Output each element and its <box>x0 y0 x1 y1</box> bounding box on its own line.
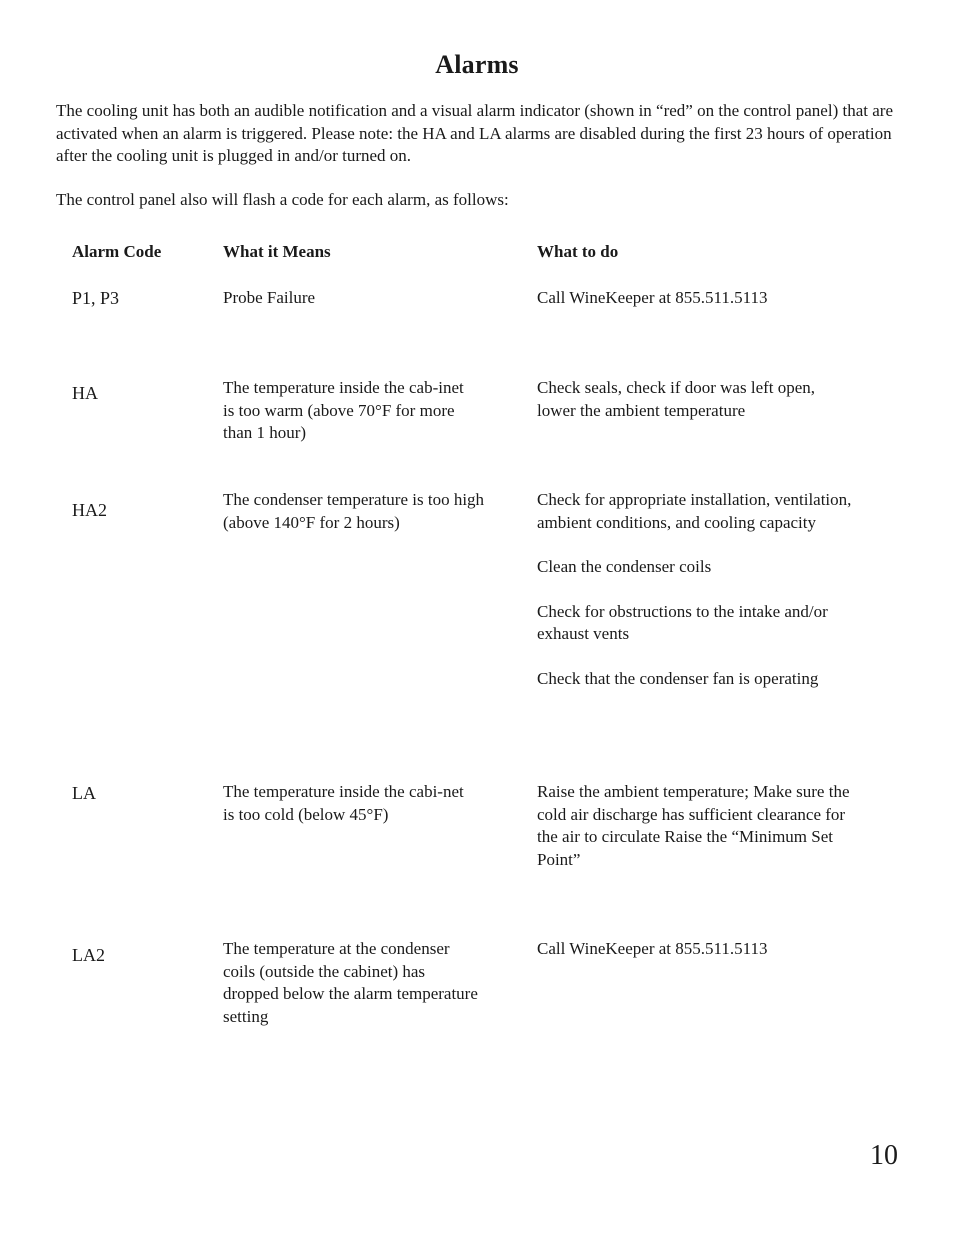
column-header-what-to-do: What to do <box>537 242 619 261</box>
alarm-code: HA2 <box>72 500 107 520</box>
alarm-code: HA <box>72 383 98 403</box>
alarm-code: LA <box>72 783 96 803</box>
alarm-actions <box>537 489 867 690</box>
action-text: Check seals, check if door was left open, lower the ambient temperature <box>537 378 816 420</box>
alarm-actions <box>537 781 852 871</box>
page-title: Alarms <box>435 50 519 79</box>
alarm-meaning: Probe Failure <box>223 288 316 307</box>
action-text: Raise the ambient temperature; Make sure the cold air discharge has sufficient clearance for the air to circulate Raise the “Minimum Set Point” <box>537 782 850 869</box>
action-text: Check for appropriate installation, ventilation, ambient conditions, and cooling capacity <box>537 490 852 532</box>
alarm-meaning: The temperature at the condenser coils (outside the cabinet) has dropped below the alarm temperature setting <box>223 939 478 1026</box>
alarm-code: P1, P3 <box>72 288 120 308</box>
column-header-what-it-means: What it Means <box>223 242 331 261</box>
alarm-meaning: The condenser temperature is too high (above 140°F for 2 hours) <box>223 490 485 532</box>
action-text: Call WineKeeper at 855.511.5113 <box>537 288 768 307</box>
intro-paragraph: The control panel also will flash a code for each alarm, as follows: <box>56 190 509 209</box>
alarm-actions <box>537 287 882 310</box>
alarm-actions <box>537 377 847 422</box>
alarm-meaning: The temperature inside the cabi-net is too cold (below 45°F) <box>223 782 464 824</box>
alarm-code: LA2 <box>72 945 105 965</box>
action-text: Check for obstructions to the intake and/or exhaust vents <box>537 601 828 643</box>
intro-paragraph: The cooling unit has both an audible notification and a visual alarm indicator (shown in “red” on the control panel) that are activated when an alarm is triggered. Please note: the HA and LA alarms are disabled during the first 23 hours of operation after the cooling unit is plugged in and/or turned on. <box>56 101 893 165</box>
action-text: Check that the condenser fan is operating <box>537 668 819 688</box>
column-header-alarm-code: Alarm Code <box>72 242 162 261</box>
alarm-meaning: The temperature inside the cab-inet is too warm (above 70°F for more than 1 hour) <box>223 378 464 442</box>
action-text: Clean the condenser coils <box>537 557 712 576</box>
alarm-actions <box>537 938 882 961</box>
page-number: 10 <box>870 1140 898 1171</box>
action-text: Call WineKeeper at 855.511.5113 <box>537 939 768 958</box>
